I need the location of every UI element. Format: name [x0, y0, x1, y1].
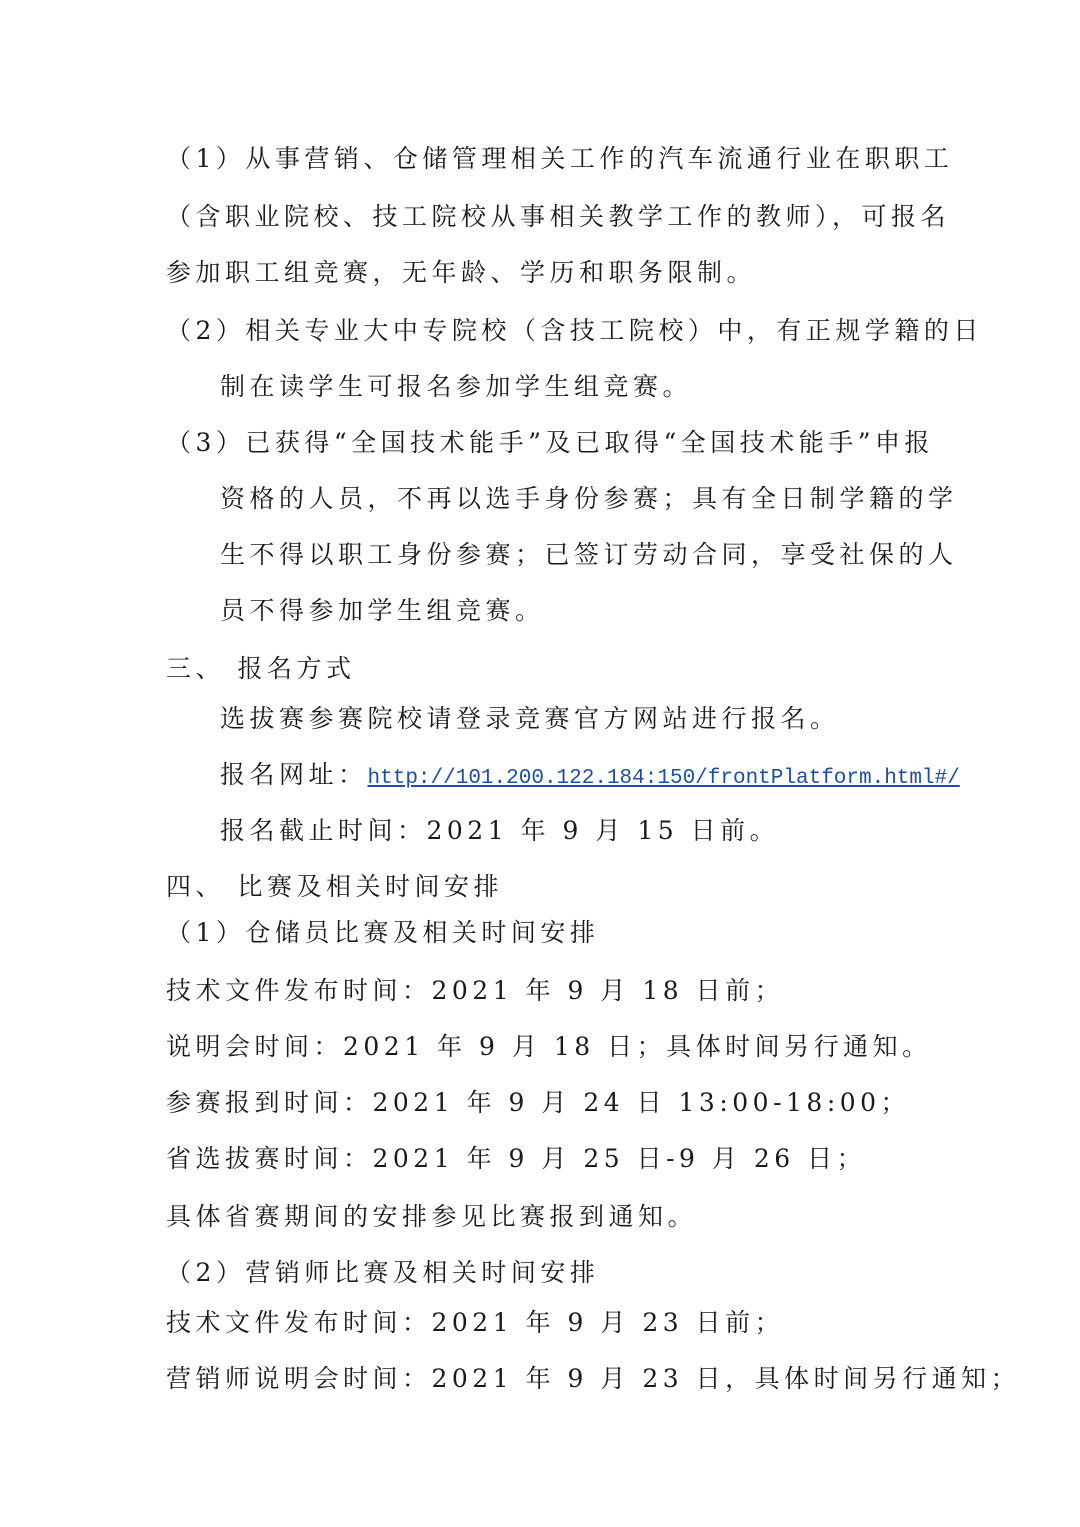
- registration-url-line: [220, 762, 960, 789]
- section-3-heading: 三、 报名方式: [166, 654, 356, 683]
- item-1-line-3: 参加职工组竞赛，无年龄、学历和职务限制。: [166, 258, 757, 287]
- registration-intro: 选拔赛参赛院校请登录竞赛官方网站进行报名。: [220, 704, 840, 733]
- sub2-line-2: 营销师说明会时间：2021 年 9 月 23 日，具体时间另行通知；: [166, 1364, 1021, 1393]
- sub2-line-1: 技术文件发布时间：2021 年 9 月 23 日前；: [166, 1308, 785, 1337]
- sub1-line-4: 省选拔赛时间：2021 年 9 月 25 日-9 月 26 日；: [166, 1144, 867, 1173]
- sub1-line-3: 参赛报到时间：2021 年 9 月 24 日 13:00-18:00；: [166, 1088, 911, 1117]
- sub2-title: （2）营销师比赛及相关时间安排: [166, 1258, 600, 1287]
- registration-deadline: 报名截止时间：2021 年 9 月 15 日前。: [220, 816, 780, 845]
- item-1-line-1: （1）从事营销、仓储管理相关工作的汽车流通行业在职职工: [166, 144, 954, 173]
- item-2-line-2: 制在读学生可报名参加学生组竞赛。: [220, 372, 693, 401]
- sub1-line-5: 具体省赛期间的安排参见比赛报到通知。: [166, 1202, 698, 1231]
- item-1-line-2: （含职业院校、技工院校从事相关教学工作的教师），可报名: [166, 202, 951, 231]
- section-4-heading: 四、 比赛及相关时间安排: [166, 872, 503, 901]
- registration-url-link[interactable]: http://101.200.122.184:150/frontPlatform.html#/: [367, 767, 960, 790]
- sub1-title: （1）仓储员比赛及相关时间安排: [166, 918, 600, 947]
- sub1-line-2: 说明会时间：2021 年 9 月 18 日；具体时间另行通知。: [166, 1032, 932, 1061]
- item-3-line-1: （3）已获得“全国技术能手”及已取得“全国技术能手”申报: [166, 428, 935, 457]
- item-3-line-2: 资格的人员，不再以选手身份参赛；具有全日制学籍的学: [220, 484, 958, 513]
- item-3-line-3: 生不得以职工身份参赛；已签订劳动合同，享受社保的人: [220, 540, 958, 569]
- item-2-line-1: （2）相关专业大中专院校（含技工院校）中，有正规学籍的日: [166, 316, 983, 345]
- sub1-line-1: 技术文件发布时间：2021 年 9 月 18 日前；: [166, 976, 785, 1005]
- url-label: 报名网址：: [220, 760, 368, 789]
- item-3-line-4: 员不得参加学生组竞赛。: [220, 596, 545, 625]
